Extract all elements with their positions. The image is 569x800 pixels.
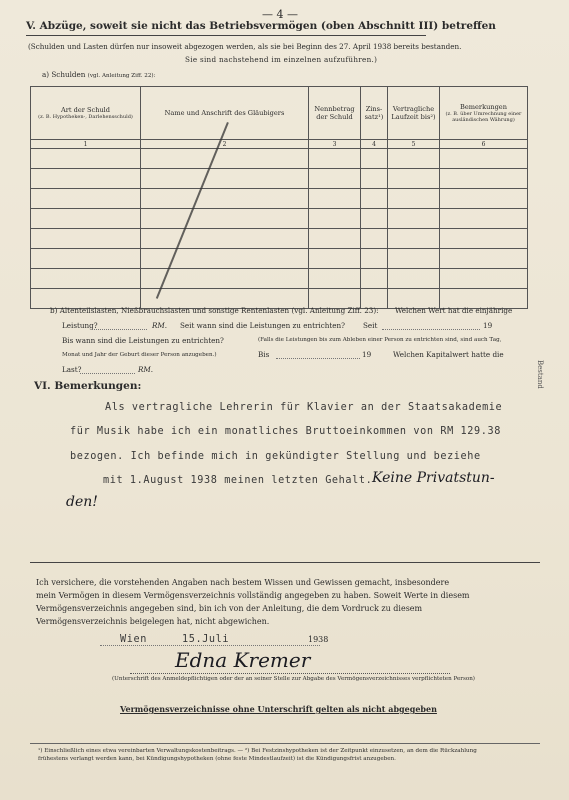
col-header-bemerkungen [440,87,528,140]
col-header-nennbetrag [309,87,361,140]
col-label: Vertragliche Laufzeit bis²) [391,104,436,121]
table-header-row [31,87,528,140]
signature: Edna Kremer [175,648,311,672]
remark-line-1: Als vertragliche Lehrerin für Klavier an der Staatsakademie [105,402,503,413]
sub-b-year: 19 [483,321,493,330]
table-row [31,209,528,229]
declaration-line-4: Vermögensverzeichnis beigelegen hat, nicht abgewichen. [36,617,270,626]
remark-line-4: mit 1.August 1938 meinen letzten Gehalt. [103,475,373,486]
col-label: Bemerkungen [460,102,507,111]
col-label: Art der Schuld [60,105,111,114]
column-number-row [31,140,528,149]
col-number: 2 [141,140,309,149]
sub-a-title: a) Schulden [42,70,86,79]
sub-a-ref: (vgl. Anleitung Ziff. 22): [87,73,156,79]
col-number: 3 [309,140,361,149]
place: Wien [120,634,147,645]
col-label: Name und Anschrift des Gläubigers [164,108,285,117]
col-sub: (z. B. über Umrechnung einer ausländischen Währung) [445,110,522,124]
sub-b-rm: RM. [152,321,168,330]
remark-line-3: bezogen. Ich befinde mich in gekündigter Stellung und beziehe [70,451,481,462]
col-label: Nennbetrag der Schuld [314,104,355,121]
section-vi-title: VI. Bemerkungen: [34,380,142,392]
section-v-note: (Schulden und Lasten dürfen nur insoweit abgezogen werden, als sie bei Beginn des 27. April 1938 bereits bestanden. [28,42,462,51]
declaration-line-3: Vermögensverzeichnis angegeben sind, bin ich von der Anleitung, die dem Vordruck zu diesem [36,604,423,613]
col-number: 6 [440,140,528,149]
table-row [31,229,528,249]
col-header-zinssatz [361,87,388,140]
debts-table [30,86,528,309]
sub-b-note: (Falls die Leistungen bis zum Ableben einer Person zu entrichten sind, sind auch Tag, [258,337,502,343]
signature-warning: Vermögensverzeichnisse ohne Unterschrift gelten als nicht abgegeben [120,704,437,714]
dotted-field [276,358,360,359]
table-row [31,189,528,209]
signature-line [130,673,450,674]
remark-line-2: für Musik habe ich ein monatliches Bruttoeinkommen von RM 129.38 [70,426,501,437]
page-number: — 4 — [262,8,298,21]
sub-b-seit: Seit [363,321,378,330]
date-line [100,645,320,646]
col-label: Zins-satz¹) [364,104,384,121]
section-v-note2: Sie sind nachstehend im einzelnen aufzuführen.) [185,55,378,64]
section-v-title: V. Abzüge, soweit sie nicht das Betriebsvermögen (oben Abschnitt III) betreffen [26,20,496,32]
sub-b-year2: 19 [362,350,372,359]
col-number: 1 [31,140,141,149]
footnote-line-1: ¹) Einschließlich eines etwa vereinbarten Verwaltungskostenbeitrags. — ²) Bei Festzinshypotheken ist der Zeitpunkt einzusetzen, an dem die Rückzahlung [38,748,477,754]
title-underline [26,35,426,36]
sub-b-last: Last? [62,365,82,374]
divider [30,562,540,563]
dotted-field [80,373,135,374]
year: 1938 [308,635,329,644]
footnote-divider [30,743,540,744]
date: 15.Juli [182,634,230,645]
handwritten-note-2: den! [66,494,98,510]
col-number: 5 [388,140,440,149]
declaration-line-2: mein Vermögen in diesem Vermögensverzeichnis vollständig angegeben zu haben. Soweit Werte in diesem [36,591,470,600]
col-number: 4 [361,140,388,149]
sub-b-line1: b) Altenteilslasten, Nießbrauchslasten und sonstige Rentenlasten (vgl. Anleitung Ziff. 23): [50,306,379,315]
sub-b-q1: Welchen Wert hat die einjährige [395,306,513,315]
declaration-line-1: Ich versichere, die vorstehenden Angaben nach bestem Wissen und Gewissen gemacht, insbesondere [36,578,450,587]
col-header-laufzeit [388,87,440,140]
signature-caption: (Unterschrift des Anmeldepflichtigen oder der an seiner Stelle zur Abgabe des Vermögensverzeichnisses verpflichteten Person) [112,676,475,682]
col-sub: (z. B. Hypotheken-, Darlehensschuld) [38,113,133,120]
sub-b-kapitalwert: Welchen Kapitalwert hatte die [393,350,504,359]
sub-b-bis: Bis [258,350,270,359]
handwritten-note-1: Keine Privatstun- [372,470,495,486]
sub-b-bis-wann: Bis wann sind die Leistungen zu entrichten? [62,336,224,345]
sub-b-leistung: Leistung? [62,321,98,330]
dotted-field [382,329,480,330]
sub-b-rm2: RM. [138,365,154,374]
sub-b-seit-wann: Seit wann sind die Leistungen zu entrichten? [180,321,345,330]
footnote-line-2: frühestens verlangt werden kann, bei Kündigungshypotheken (ohne feste Mindestlaufzeit) ist die Kündigungsfrist anzugeben. [38,756,396,762]
dotted-field [92,329,147,330]
table-row [31,169,528,189]
table-row [31,249,528,269]
col-header-art [31,87,141,140]
sub-b-geburt: Monat und Jahr der Geburt dieser Person anzugeben.) [62,352,217,358]
table-row [31,269,528,289]
sub-a-label [42,70,155,79]
table-row [31,149,528,169]
side-stamp: Bestand [536,360,544,389]
